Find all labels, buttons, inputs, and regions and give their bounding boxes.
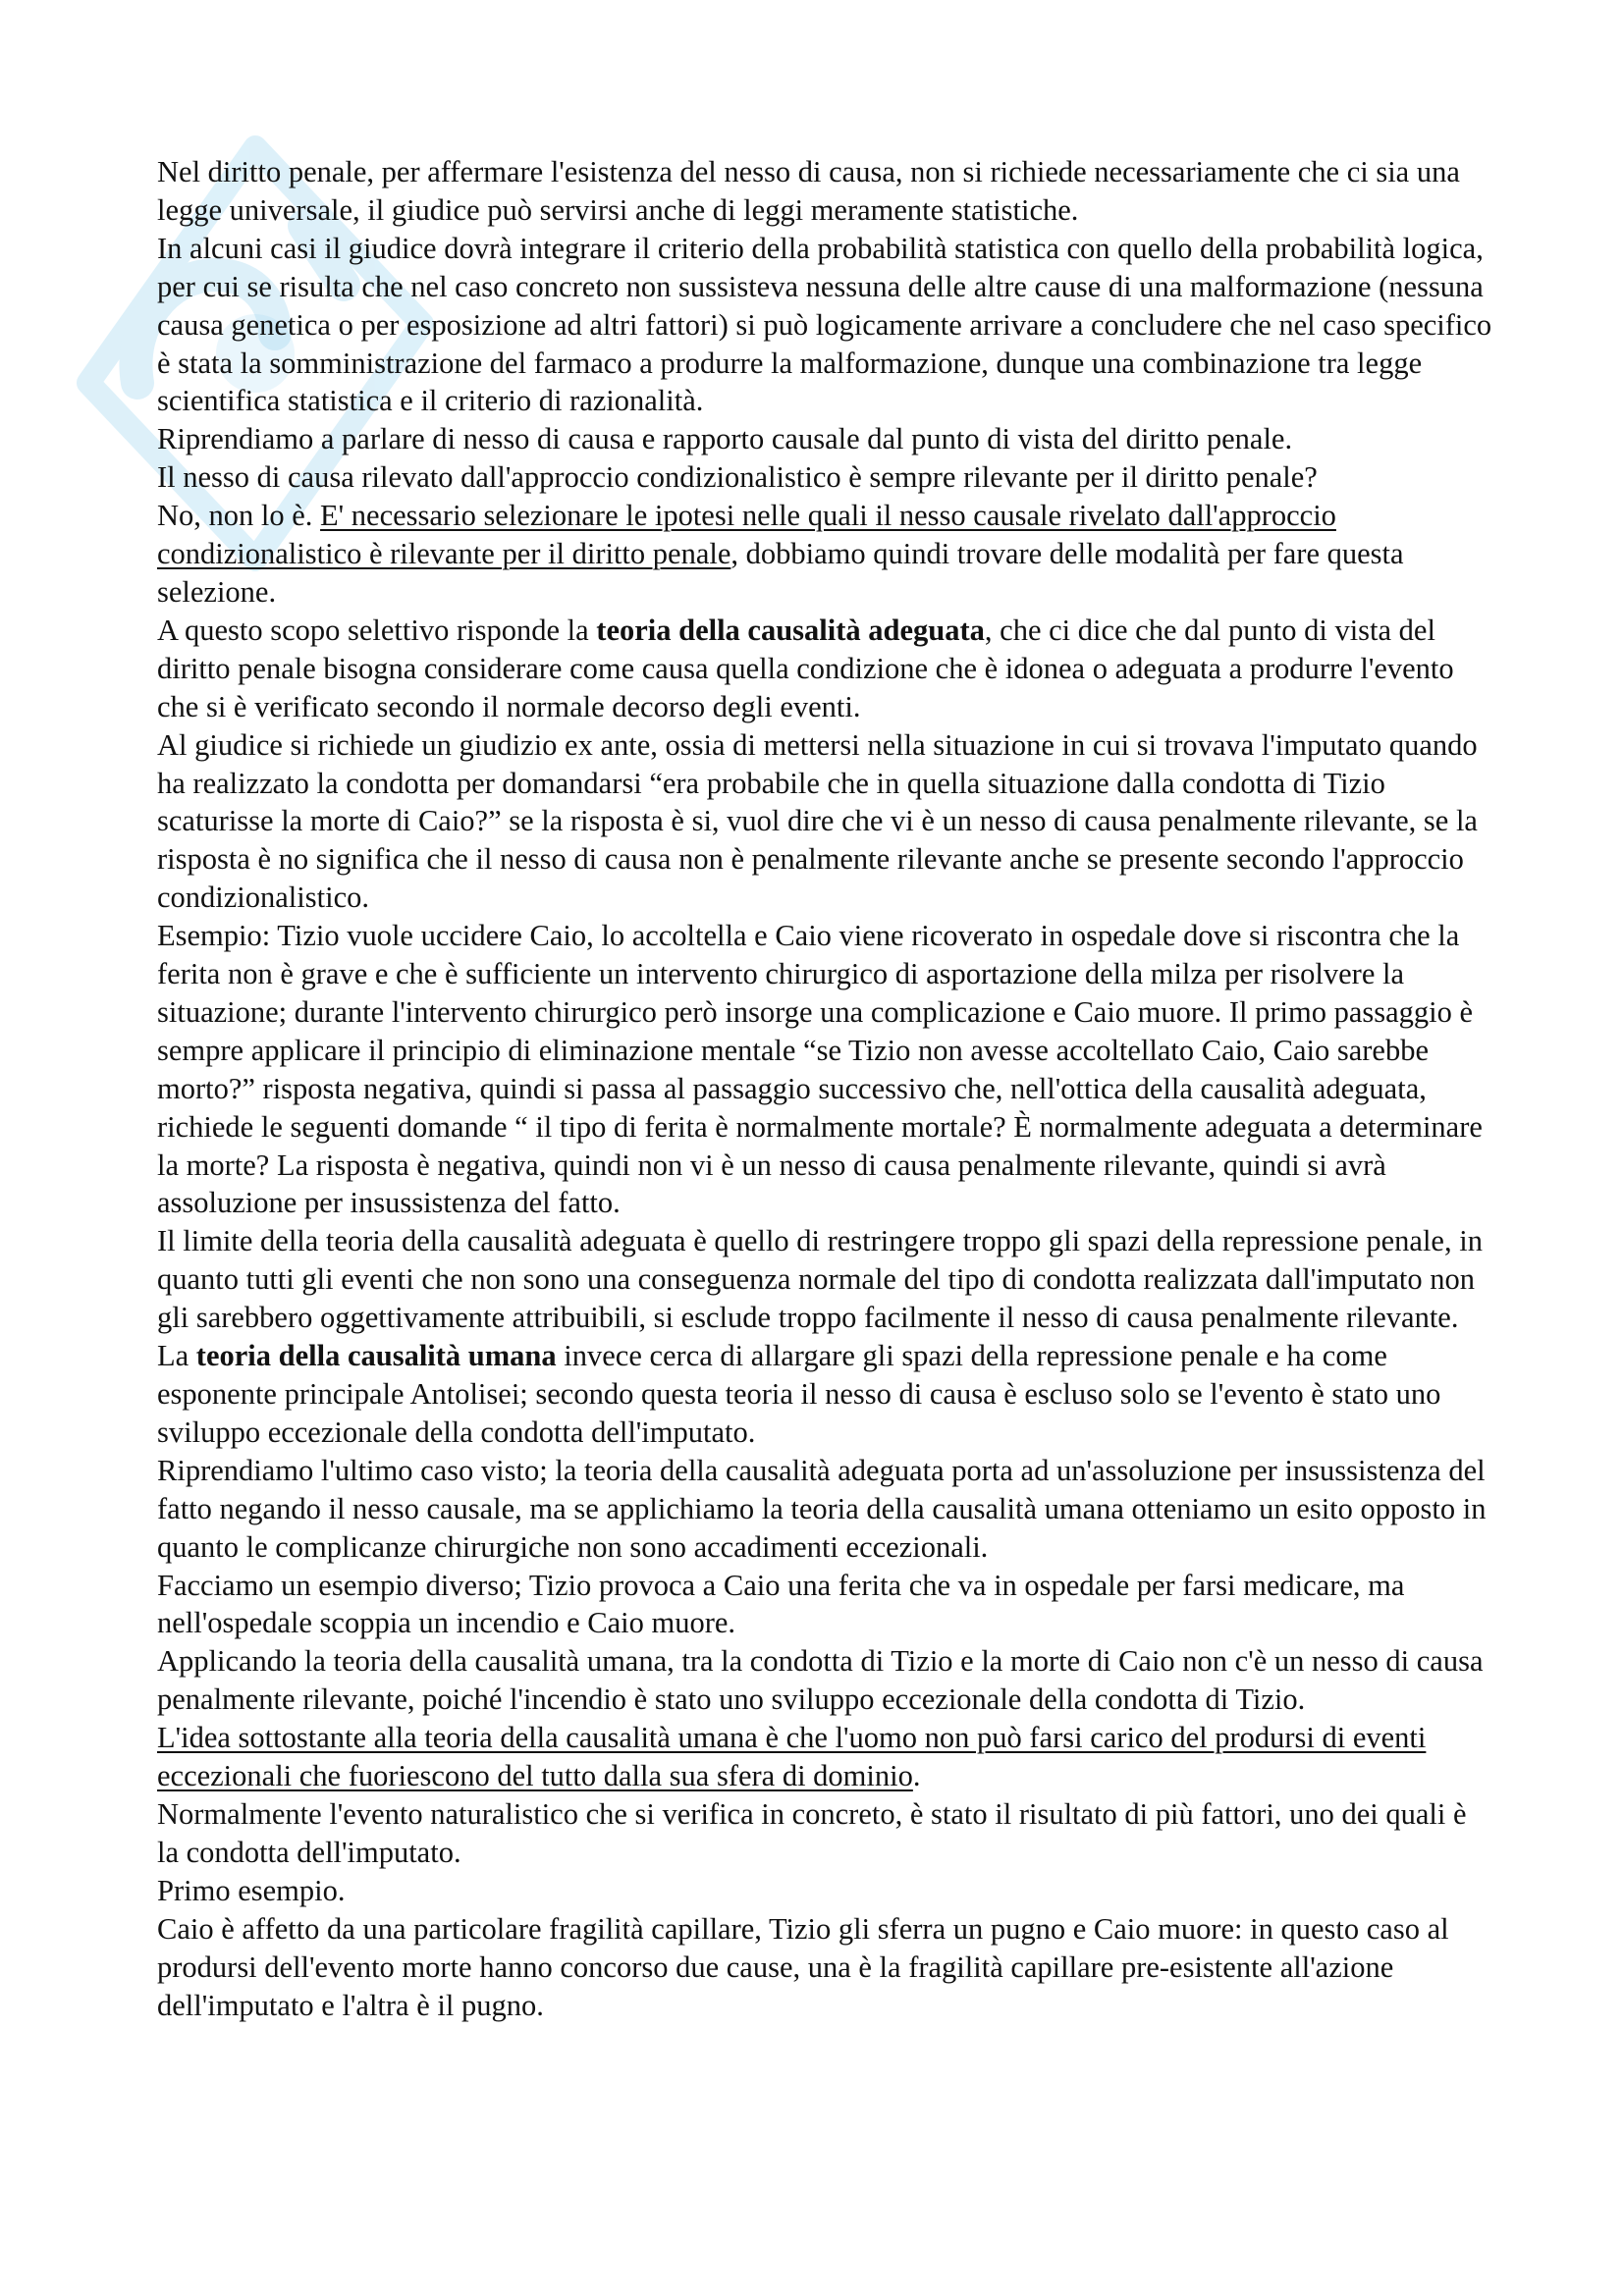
- paragraph: La teoria della causalità umana invece cerca di allargare gli spazi della repressione penale e ha come esponente principale Antolisei; secondo questa teoria il nesso di causa è escluso solo se l'evento è stato uno sviluppo eccezionale della condotta dell'imputato.: [157, 1339, 1441, 1449]
- paragraph: Normalmente l'evento naturalistico che si verifica in concreto, è stato il risultato di più fattori, uno dei quali è la condotta dell'imputato.: [157, 1796, 1467, 1869]
- paragraph: Esempio: Tizio vuole uccidere Caio, lo accoltella e Caio viene ricoverato in ospedale dove si riscontra che la ferita non è grave e che è sufficiente un intervento chirurgico di asportazione della milza per risolvere la situazione; durante l'intervento chirurgico però insorge una complicazione e Caio muore. Il primo passaggio è sempre applicare il principio di eliminazione mentale “se Tizio non avesse accoltellato Caio, Caio sarebbe morto?” risposta negativa, quindi si passa al passaggio successivo che, nell'ottica della causalità adeguata, richiede le seguenti domande “ il tipo di ferita è normalmente mortale? È normalmente adeguata a determinare la morte? La risposta è negativa, quindi non vi è un nesso di causa penalmente rilevante, quindi si avrà assoluzione per insussistenza del fatto.: [157, 919, 1483, 1220]
- underlined-text: L'idea sottostante alla teoria della causalità umana è che l'uomo non può farsi carico del prodursi di eventi eccezionali che fuoriescono del tutto dalla sua sfera di dominio: [157, 1721, 1427, 1793]
- paragraph: In alcuni casi il giudice dovrà integrare il criterio della probabilità statistica con quello della probabilità logica, per cui se risulta che nel caso concreto non sussisteva nessuna delle altre cause di una malformazione (nessuna causa genetica o per esposizione ad altri fattori) si può logicamente arrivare a concludere che nel caso specifico è stata la somministrazione del farmaco a produrre la malformazione, dunque una combinazione tra legge scientifica statistica e il criterio di razionalità.: [157, 231, 1492, 418]
- paragraph: Facciamo un esempio diverso; Tizio provoca a Caio una ferita che va in ospedale per farsi medicare, ma nell'ospedale scoppia un incendio e Caio muore.: [157, 1568, 1405, 1640]
- underlined-text: E' necessario selezionare le ipotesi nelle quali il nesso causale rivelato dall'approccio condizionalistico è rilevante per il diritto penale: [157, 499, 1336, 571]
- paragraph: A questo scopo selettivo risponde la teoria della causalità adeguata, che ci dice che dal punto di vista del diritto penale bisogna considerare come causa quella condizione che è idonea o adeguata a produrre l'evento che si è verificato secondo il normale decorso degli eventi.: [157, 613, 1454, 723]
- bold-term: teoria della causalità adeguata: [596, 613, 985, 647]
- paragraph: Nel diritto penale, per affermare l'esistenza del nesso di causa, non si richiede necessariamente che ci sia una legge universale, il giudice può servirsi anche di leggi meramente statistiche.: [157, 155, 1460, 227]
- paragraph: No, non lo è. E' necessario selezionare le ipotesi nelle quali il nesso causale rivelato dall'approccio condizionalistico è rilevante per il diritto penale, dobbiamo quindi trovare delle modalità per fare questa selezione.: [157, 499, 1404, 609]
- document-body: [157, 153, 1492, 2024]
- paragraph: Riprendiamo l'ultimo caso visto; la teoria della causalità adeguata porta ad un'assoluzione per insussistenza del fatto negando il nesso causale, ma se applichiamo la teoria della causalità umana otteniamo un esito opposto in quanto le complicanze chirurgiche non sono accadimenti eccezionali.: [157, 1453, 1487, 1564]
- paragraph: Riprendiamo a parlare di nesso di causa e rapporto causale dal punto di vista del diritto penale.: [157, 422, 1293, 456]
- paragraph: Primo esempio.: [157, 1873, 346, 1907]
- paragraph: L'idea sottostante alla teoria della causalità umana è che l'uomo non può farsi carico del prodursi di eventi eccezionali che fuoriescono del tutto dalla sua sfera di dominio.: [157, 1721, 1427, 1793]
- bold-term: teoria della causalità umana: [195, 1339, 557, 1373]
- paragraph: Caio è affetto da una particolare fragilità capillare, Tizio gli sferra un pugno e Caio muore: in questo caso al prodursi dell'evento morte hanno concorso due cause, una è la fragilità capillare pre-esistente all'azione dell'imputato e l'altra è il pugno.: [157, 1911, 1449, 2022]
- paragraph: Il nesso di causa rilevato dall'approccio condizionalistico è sempre rilevante per il diritto penale?: [157, 460, 1318, 495]
- paragraph: Al giudice si richiede un giudizio ex ante, ossia di mettersi nella situazione in cui si trovava l'imputato quando ha realizzato la condotta per domandarsi “era probabile che in quella situazione dalla condotta di Tizio scaturisse la morte di Caio?” se la risposta è si, vuol dire che vi è un nesso di causa penalmente rilevante, se la risposta è no significa che il nesso di causa non è penalmente rilevante anche se presente secondo l'approccio condizionalistico.: [157, 727, 1478, 915]
- paragraph: Applicando la teoria della causalità umana, tra la condotta di Tizio e la morte di Caio non c'è un nesso di causa penalmente rilevante, poiché l'incendio è stato uno sviluppo eccezionale della condotta di Tizio.: [157, 1644, 1484, 1717]
- paragraph: Il limite della teoria della causalità adeguata è quello di restringere troppo gli spazi della repressione penale, in quanto tutti gli eventi che non sono una conseguenza normale del tipo di condotta realizzata dall'imputato non gli sarebbero oggettivamente attribuibili, si esclude troppo facilmente il nesso di causa penalmente rilevante.: [157, 1224, 1483, 1335]
